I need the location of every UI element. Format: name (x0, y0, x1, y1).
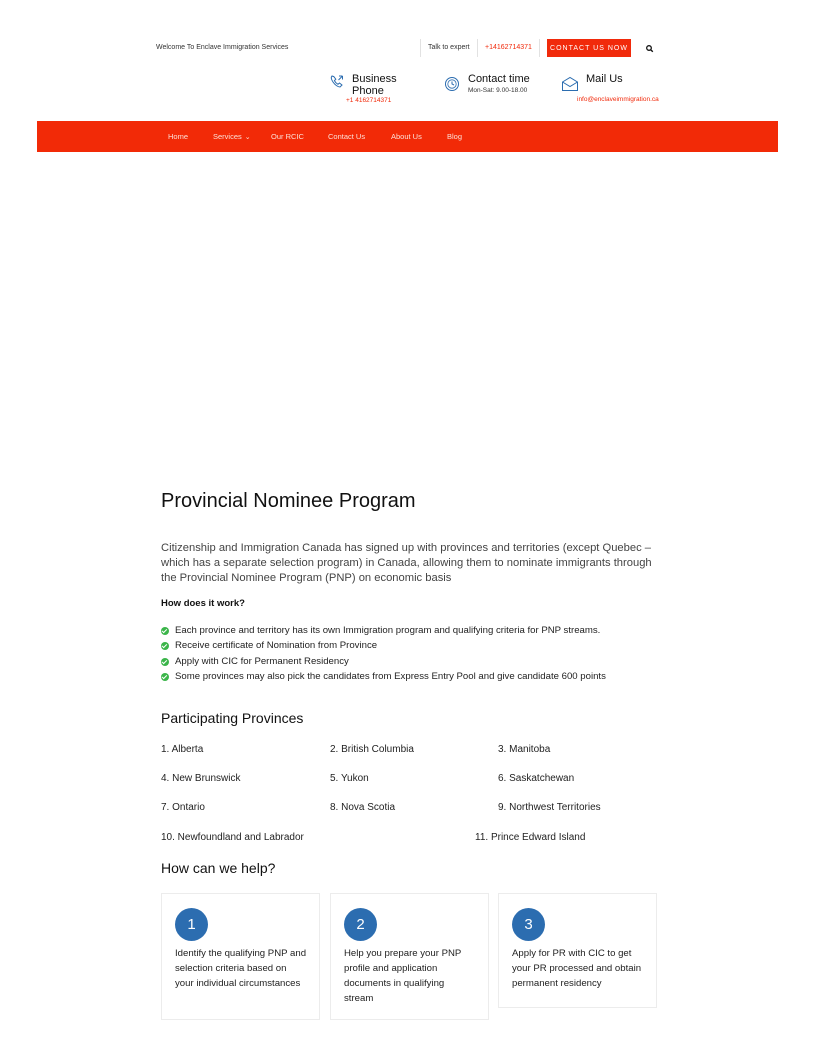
main-nav (37, 121, 778, 152)
province-item: 4. New Brunswick (161, 773, 241, 784)
list-item: Some provinces may also pick the candidates from Express Entry Pool and give candidate 600 points (161, 669, 606, 684)
contact-time-value: Mon-Sat: 9.00-18.00 (468, 87, 528, 94)
step-card (330, 893, 489, 1020)
business-phone-link[interactable]: +1 4162714371 (346, 97, 392, 104)
nav-item-blog[interactable]: Blog (447, 132, 463, 141)
check-icon (161, 658, 169, 666)
search-icon[interactable] (644, 42, 656, 54)
list-item: Apply with CIC for Permanent Residency (161, 654, 606, 669)
nav-item-contact-us[interactable]: Contact Us (328, 132, 366, 141)
provinces-heading: Participating Provinces (161, 710, 304, 726)
divider (420, 39, 421, 57)
province-item: 11. Prince Edward Island (475, 832, 586, 843)
step-card (498, 893, 657, 1008)
mail-us-title: Mail Us (586, 73, 623, 85)
phone-icon (329, 74, 345, 90)
clock-icon (444, 76, 460, 92)
check-icon (161, 642, 169, 650)
step-text: Help you prepare your PNP profile and application documents in qualifying stream (344, 948, 462, 1004)
check-icon (161, 673, 169, 681)
province-item: 7. Ontario (161, 802, 205, 813)
mail-link[interactable]: info@enclaveimmigration.ca (577, 96, 659, 103)
nav-item-our-rcic[interactable]: Our RCIC (271, 132, 304, 141)
intro-paragraph: Citizenship and Immigration Canada has signed up with provinces and territories (except Quebec – which has a separate selection program) in Canada, allowing them to nominate immigrants through the Provincial Nominee Program (PNP) on economic basis (161, 542, 652, 584)
list-item: Receive certificate of Nomination from Province (161, 638, 606, 653)
province-item: 1. Alberta (161, 744, 204, 755)
step-text: Identify the qualifying PNP and selection criteria based on your individual circumstances (175, 948, 307, 989)
contact-time-title: Contact time (468, 73, 530, 85)
business-phone-title: Business Phone (352, 73, 397, 97)
nav-item-services-label: Services (213, 132, 242, 141)
province-item: 8. Nova Scotia (330, 802, 396, 813)
divider (477, 39, 478, 57)
step-number: 3 (512, 908, 545, 941)
chevron-down-icon: ⌄ (244, 133, 251, 141)
province-item: 5. Yukon (330, 773, 369, 784)
step-number: 2 (344, 908, 377, 941)
divider (539, 39, 540, 57)
nav-item-services[interactable] (213, 121, 251, 152)
bullet-list (161, 623, 606, 684)
province-item: 2. British Columbia (330, 744, 414, 755)
nav-item-about-us[interactable]: About Us (391, 132, 422, 141)
topbar-phone-link[interactable]: +14162714371 (485, 44, 532, 51)
nav-item-home[interactable]: Home (168, 132, 189, 141)
step-card (161, 893, 320, 1020)
province-item: 9. Northwest Territories (498, 802, 601, 813)
talk-to-expert-label: Talk to expert (428, 44, 470, 51)
mail-icon (561, 76, 579, 92)
province-item: 10. Newfoundland and Labrador (161, 832, 304, 843)
list-item: Each province and territory has its own Immigration program and qualifying criteria for PNP streams. (161, 623, 606, 638)
help-heading: How can we help? (161, 860, 276, 876)
page-title: Provincial Nominee Program (161, 490, 416, 512)
province-item: 3. Manitoba (498, 744, 551, 755)
check-icon (161, 627, 169, 635)
how-it-works-heading: How does it work? (161, 598, 245, 609)
welcome-text: Welcome To Enclave Immigration Services (156, 44, 289, 51)
province-item: 6. Saskatchewan (498, 773, 575, 784)
step-text: Apply for PR with CIC to get your PR processed and obtain permanent residency (512, 948, 642, 989)
contact-us-now-button[interactable]: CONTACT US NOW (547, 39, 631, 57)
step-number: 1 (175, 908, 208, 941)
